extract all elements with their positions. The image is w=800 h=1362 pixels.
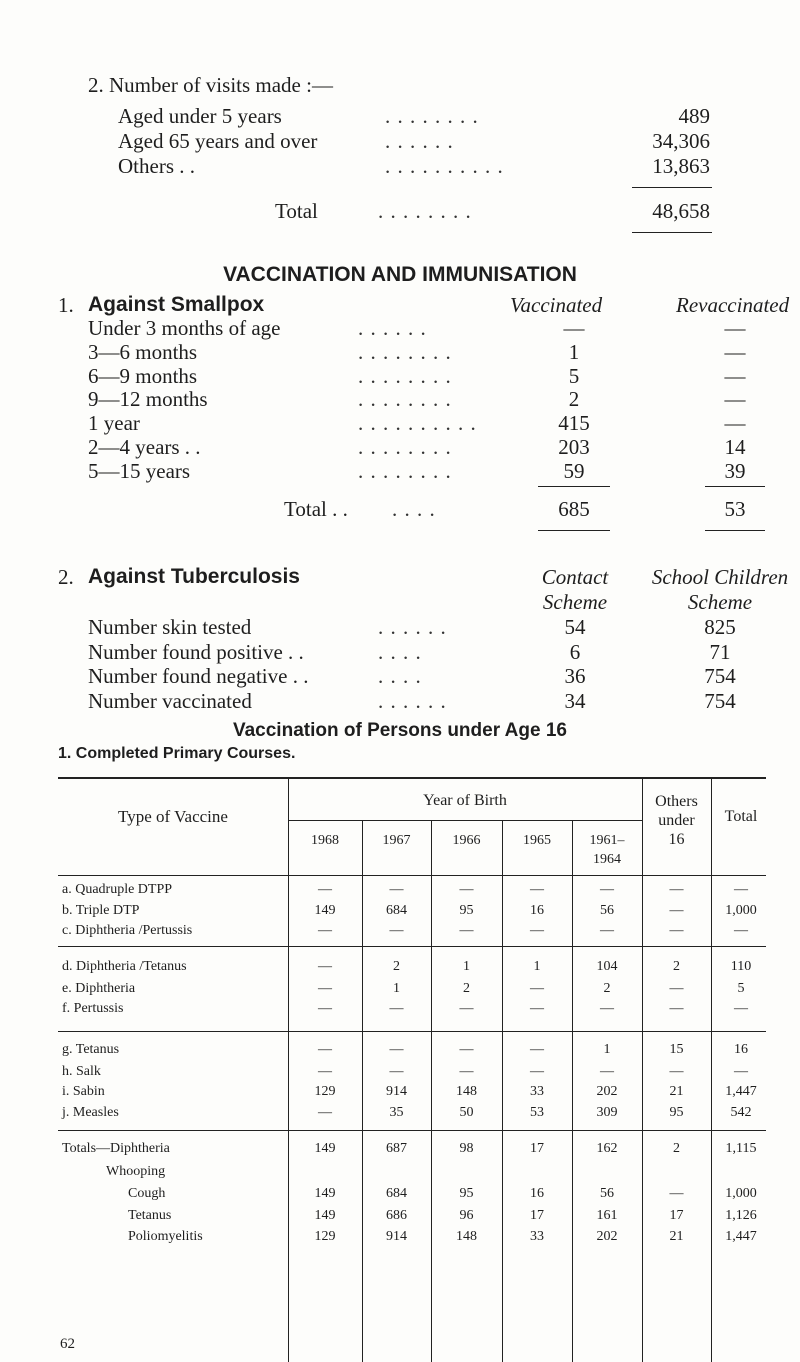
header-year-1965: 1965	[523, 833, 551, 848]
cell-1967: —	[389, 1064, 404, 1079]
cell-1967: —	[389, 882, 404, 897]
visits-row-label: Aged under 5 years	[118, 104, 282, 128]
cell-total: 110	[730, 959, 752, 974]
cell-1968: —	[318, 981, 332, 996]
visits-row-dots: . . . . . . . .	[385, 104, 479, 128]
tuberculosis-col-school-2: Scheme	[687, 590, 753, 614]
cell-1967: 914	[386, 1084, 407, 1099]
smallpox-row-dots: . . . . . . . .	[358, 458, 452, 483]
smallpox-row-vaccinated: 203	[558, 435, 590, 459]
cell-1968: —	[318, 1105, 332, 1120]
vaccine-row-label: e. Diphtheria	[62, 981, 136, 996]
smallpox-heading: Against Smallpox	[88, 293, 265, 316]
cell-1961-1964: —	[600, 1064, 614, 1079]
cell-1966: —	[459, 1001, 474, 1016]
totals-cell-1966: 98	[459, 1141, 474, 1156]
cell-others-under-16: —	[669, 1001, 684, 1016]
cell-1965: —	[530, 1064, 544, 1079]
visits-row-label: Others . .	[118, 154, 195, 178]
smallpox-total-rule-top-2	[705, 486, 765, 487]
smallpox-row-revaccinated: 39	[724, 458, 746, 483]
smallpox-row-dots: . . . . . . . .	[358, 363, 452, 388]
cell-1968: —	[318, 1042, 332, 1057]
totals-row-label: Tetanus	[128, 1208, 172, 1223]
header-bottom-rule	[58, 875, 766, 876]
smallpox-col-vaccinated: Vaccinated	[510, 293, 603, 317]
totals-cell-others-under-16: 2	[673, 1141, 680, 1156]
cell-1965: 16	[530, 903, 544, 918]
tuberculosis-row-label: Number vaccinated	[88, 688, 252, 713]
group-rule-1	[58, 946, 766, 947]
visits-total-rule-top	[632, 187, 712, 188]
tuberculosis-number: 2.	[58, 565, 74, 589]
smallpox-row-vaccinated: 415	[558, 411, 590, 436]
totals-cell-1968: 129	[314, 1229, 336, 1244]
vaccine-row-label: j. Measles	[62, 1105, 119, 1120]
tuberculosis-col-contact-2: Scheme	[542, 590, 608, 614]
cell-total: 1,447	[725, 1084, 757, 1099]
header-year-of-birth: Year of Birth	[423, 792, 507, 809]
tuberculosis-row-dots: . . . . . .	[378, 615, 447, 639]
smallpox-row-dots: . . . . . . . .	[358, 339, 452, 364]
smallpox-row-label: 5—15 years	[88, 458, 191, 483]
smallpox-total-vaccinated: 685	[558, 497, 590, 521]
cell-1966: —	[459, 1042, 474, 1057]
cell-1961-1964: 309	[596, 1105, 618, 1120]
cell-1967: —	[389, 1042, 404, 1057]
cell-total: 5	[737, 981, 745, 996]
cell-1965: 1	[533, 959, 541, 974]
smallpox-total-rule-bottom-2	[705, 530, 765, 531]
smallpox-total-dots: . . . .	[392, 497, 436, 521]
persons-subheading: 1. Completed Primary Courses.	[58, 745, 296, 762]
cell-1961-1964: 56	[600, 903, 614, 918]
smallpox-total-revaccinated: 53	[724, 497, 746, 521]
tuberculosis-row-contact: 54	[564, 615, 586, 639]
cell-1967: 35	[389, 1105, 404, 1120]
smallpox-row-label: 6—9 months	[88, 363, 198, 388]
smallpox-number: 1.	[58, 293, 74, 317]
cell-1966: 50	[459, 1105, 474, 1120]
table-top-rule	[58, 777, 766, 779]
totals-cell-1968: 149	[314, 1208, 336, 1223]
totals-cell-1965: 17	[530, 1141, 544, 1156]
visits-row-dots: . . . . . . . . . .	[385, 154, 504, 178]
vaccine-row-label: i. Sabin	[62, 1084, 105, 1099]
visits-row-value: 489	[678, 104, 710, 128]
visits-row-dots: . . . . . .	[385, 129, 454, 153]
cell-1961-1964: —	[600, 923, 614, 938]
cell-1967: 2	[393, 959, 400, 974]
cell-total: —	[734, 923, 748, 938]
visits-row-label: Aged 65 years and over	[118, 129, 318, 153]
tuberculosis-heading: Against Tuberculosis	[88, 565, 300, 588]
cell-1968: 149	[314, 903, 336, 918]
vaccine-row-label: h. Salk	[62, 1064, 101, 1079]
totals-cell-total: 1,447	[725, 1229, 757, 1244]
cell-1961-1964: 104	[596, 959, 618, 974]
tuberculosis-row-label: Number skin tested	[88, 615, 252, 639]
cell-total: 16	[734, 1042, 748, 1057]
cell-1965: —	[530, 1042, 544, 1057]
page-number: 62	[60, 1336, 75, 1352]
smallpox-row-dots: . . . . . . . . . .	[358, 411, 477, 436]
cell-1967: —	[389, 1001, 404, 1016]
totals-cell-1968: 149	[314, 1141, 336, 1156]
tuberculosis-row-school: 754	[704, 688, 736, 713]
totals-cell-total: 1,126	[725, 1208, 757, 1223]
smallpox-row-vaccinated: 59	[563, 458, 585, 483]
smallpox-row-vaccinated: 1	[568, 339, 580, 364]
totals-cell-1967: 684	[386, 1186, 407, 1201]
smallpox-row-dots: . . . . . .	[358, 316, 427, 340]
cell-total: 1,000	[725, 903, 757, 918]
visits-heading: 2. Number of visits made :—	[88, 73, 333, 97]
cell-others-under-16: —	[669, 923, 684, 938]
cell-1961-1964: 202	[596, 1084, 618, 1099]
cell-1966: 148	[456, 1084, 477, 1099]
totals-cell-1961-1964: 56	[600, 1186, 614, 1201]
totals-cell-1965: 33	[530, 1229, 544, 1244]
totals-cell-1966: 148	[456, 1229, 477, 1244]
header-others-line1: Others	[655, 793, 698, 810]
cell-1965: —	[530, 981, 544, 996]
cell-1968: —	[318, 1001, 332, 1016]
totals-cell-total: 1,000	[725, 1186, 757, 1201]
smallpox-total-label: Total . .	[284, 497, 348, 521]
totals-row-label: Totals—Diphtheria	[62, 1141, 170, 1156]
header-year-1966: 1966	[452, 833, 481, 848]
group-rule-2	[58, 1031, 766, 1032]
vaccine-row-label: d. Diphtheria /Tetanus	[62, 959, 187, 974]
cell-others-under-16: —	[669, 981, 684, 996]
cell-1967: —	[389, 923, 404, 938]
cell-others-under-16: 15	[669, 1042, 684, 1057]
tuberculosis-row-contact: 36	[564, 664, 586, 688]
totals-cell-1967: 687	[386, 1141, 407, 1156]
cell-1966: —	[459, 923, 474, 938]
smallpox-row-dots: . . . . . . . .	[358, 435, 452, 459]
totals-cell-1965: 17	[530, 1208, 544, 1223]
smallpox-row-revaccinated: —	[724, 316, 746, 340]
smallpox-row-label: Under 3 months of age	[88, 316, 281, 340]
smallpox-total-rule-bottom-1	[538, 530, 610, 531]
smallpox-row-revaccinated: —	[724, 387, 746, 412]
tuberculosis-col-school-1: School Children	[651, 565, 789, 589]
cell-total: —	[734, 1001, 748, 1016]
totals-cell-others-under-16: 21	[669, 1229, 684, 1244]
totals-cell-others-under-16: —	[669, 1186, 684, 1201]
vaccine-row-label: f. Pertussis	[62, 1001, 124, 1016]
cell-others-under-16: —	[669, 1064, 684, 1079]
vaccination-title: VACCINATION AND IMMUNISATION	[223, 263, 577, 286]
smallpox-row-label: 1 year	[88, 411, 140, 436]
tuberculosis-row-dots: . . . .	[378, 664, 422, 688]
totals-cell-1965: 16	[530, 1186, 544, 1201]
header-others	[642, 792, 711, 849]
cell-1965: —	[530, 1001, 544, 1016]
totals-cell-1966: 96	[459, 1208, 474, 1223]
smallpox-row-vaccinated: —	[563, 316, 585, 340]
visits-total-rule-bottom	[632, 232, 712, 233]
smallpox-row-dots: . . . . . . . .	[358, 387, 452, 412]
cell-total: —	[734, 882, 748, 897]
cell-1967: 684	[386, 903, 407, 918]
totals-row-label: Poliomyelitis	[128, 1229, 203, 1244]
cell-total: 542	[730, 1105, 752, 1120]
smallpox-row-label: 9—12 months	[88, 387, 208, 412]
cell-1965: —	[530, 923, 544, 938]
cell-1965: 53	[530, 1105, 544, 1120]
totals-cell-1967: 686	[386, 1208, 407, 1223]
cell-1968: —	[318, 1064, 332, 1079]
smallpox-col-revaccinated: Revaccinated	[676, 293, 790, 317]
vaccine-row-label: c. Diphtheria /Pertussis	[62, 923, 193, 938]
cell-total: —	[734, 1064, 748, 1079]
cell-1966: —	[459, 1064, 474, 1079]
header-year-1964: 1964	[593, 852, 621, 867]
smallpox-row-vaccinated: 2	[568, 387, 580, 412]
vaccine-row-label: b. Triple DTP	[62, 903, 140, 918]
smallpox-row-revaccinated: —	[724, 339, 746, 364]
tuberculosis-row-label: Number found positive . .	[88, 639, 304, 664]
cell-1968: —	[318, 882, 332, 897]
cell-others-under-16: —	[669, 882, 684, 897]
header-year-1967: 1967	[382, 833, 411, 848]
header-type-of-vaccine: Type of Vaccine	[118, 807, 228, 826]
smallpox-row-label: 2—4 years . .	[88, 435, 201, 459]
tuberculosis-row-dots: . . . . . .	[378, 688, 447, 713]
tuberculosis-col-contact-1: Contact	[541, 565, 609, 589]
header-others-line3: 16	[668, 831, 685, 848]
header-total: Total	[724, 808, 758, 825]
smallpox-row-label: 3—6 months	[88, 339, 198, 364]
cell-1965: —	[530, 882, 544, 897]
cell-1968: —	[318, 959, 332, 974]
cell-1966: 95	[459, 903, 474, 918]
header-year-rule	[288, 820, 642, 821]
visits-total-value: 48,658	[652, 199, 710, 223]
cell-1968: 129	[314, 1084, 336, 1099]
smallpox-row-revaccinated: —	[724, 363, 746, 388]
cell-1961-1964: 1	[603, 1042, 611, 1057]
tuberculosis-row-contact: 34	[564, 688, 586, 713]
totals-cell-1966: 95	[459, 1186, 474, 1201]
cell-1966: 1	[463, 959, 470, 974]
cell-1968: —	[318, 923, 332, 938]
totals-cell-1961-1964: 202	[596, 1229, 618, 1244]
tuberculosis-row-dots: . . . .	[378, 639, 422, 664]
group-rule-3	[58, 1130, 766, 1131]
tuberculosis-row-school: 71	[709, 639, 731, 664]
tuberculosis-row-school: 825	[704, 615, 736, 639]
cell-others-under-16: —	[669, 903, 684, 918]
visits-total-dots: . . . . . . . .	[378, 199, 472, 223]
smallpox-row-revaccinated: 14	[724, 435, 746, 459]
header-year-1961: 1961–	[589, 833, 625, 848]
totals-cell-total: 1,115	[725, 1141, 757, 1156]
persons-title: Vaccination of Persons under Age 16	[232, 720, 567, 741]
totals-cell-1961-1964: 162	[596, 1141, 618, 1156]
cell-1961-1964: 2	[603, 981, 611, 996]
vaccine-row-label: g. Tetanus	[62, 1042, 120, 1057]
totals-cell-1968: 149	[314, 1186, 336, 1201]
totals-cell-1967: 914	[386, 1229, 407, 1244]
cell-others-under-16: 95	[669, 1105, 684, 1120]
totals-row-label-2: Cough	[128, 1186, 166, 1201]
totals-cell-others-under-16: 17	[669, 1208, 684, 1223]
tuberculosis-row-label: Number found negative . .	[88, 664, 309, 688]
vaccine-row-label: a. Quadruple DTPP	[62, 882, 173, 897]
tuberculosis-row-contact: 6	[569, 639, 581, 664]
tuberculosis-row-school: 754	[704, 664, 736, 688]
visits-row-value: 34,306	[652, 129, 710, 153]
cell-1961-1964: —	[600, 1001, 614, 1016]
header-year-1968: 1968	[311, 833, 339, 848]
totals-row-label: Whooping	[106, 1164, 166, 1179]
cell-1966: —	[459, 882, 474, 897]
smallpox-row-vaccinated: 5	[568, 363, 580, 388]
visits-total-label: Total	[275, 199, 318, 223]
cell-1967: 1	[393, 981, 400, 996]
cell-1965: 33	[530, 1084, 544, 1099]
smallpox-total-rule-top-1	[538, 486, 610, 487]
cell-1966: 2	[463, 981, 470, 996]
visits-row-value: 13,863	[652, 154, 710, 178]
cell-others-under-16: 2	[673, 959, 680, 974]
header-others-line2: under	[658, 812, 695, 829]
cell-1961-1964: —	[600, 882, 614, 897]
totals-cell-1961-1964: 161	[596, 1208, 618, 1223]
cell-others-under-16: 21	[669, 1084, 684, 1099]
smallpox-row-revaccinated: —	[724, 411, 746, 436]
